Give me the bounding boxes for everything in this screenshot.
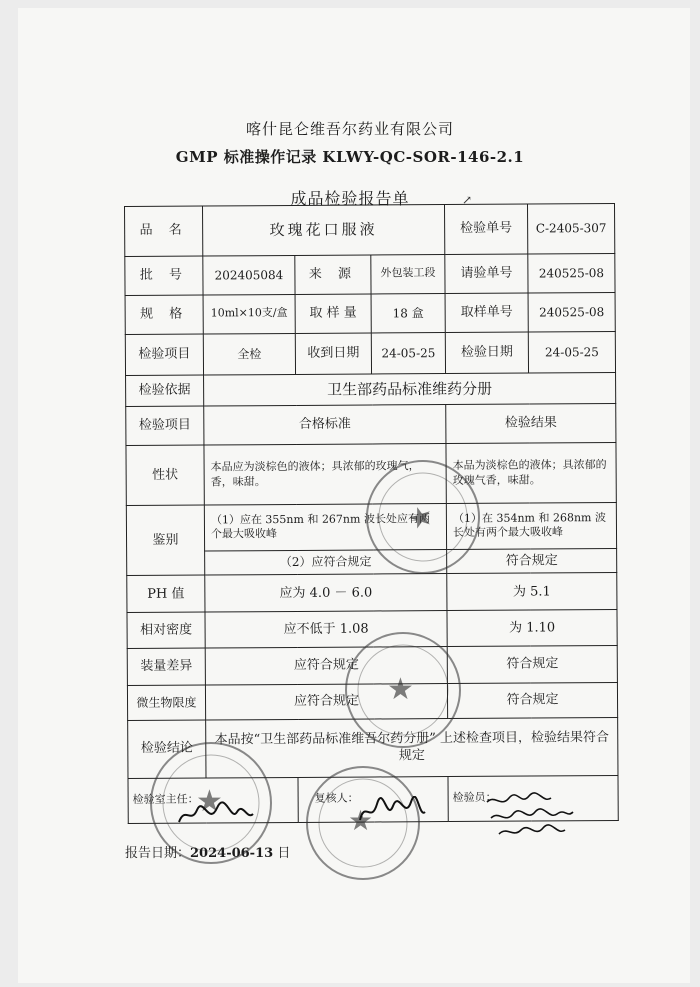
inspection-no-value: C-2405-307 <box>528 204 615 254</box>
spec-value: 10ml×10支/盒 <box>203 294 295 334</box>
supervisor-signature-icon <box>175 800 255 830</box>
test-standard: 应符合规定 <box>205 646 447 685</box>
table-row <box>125 204 615 257</box>
source-value: 外包装工段 <box>371 254 445 294</box>
sample-qty-value: 18 盒 <box>371 293 445 333</box>
test-result: 符合规定 <box>447 548 617 574</box>
test-name: 性状 <box>126 445 204 505</box>
batch-label: 批 号 <box>125 256 203 296</box>
test-name: 装量差异 <box>127 648 205 686</box>
reviewer-signature-icon <box>357 796 427 828</box>
test-result: （1）在 354nm 和 268nm 波长处有两个最大吸收峰 <box>446 503 616 549</box>
sample-no-label: 取样单号 <box>445 293 528 333</box>
sample-no-value: 240525-08 <box>528 292 615 332</box>
basis-value: 卫生部药品标准维药分册 <box>204 373 616 406</box>
sop-code: GMP 标准操作记录 KLWY-QC-SOR-146-2.1 <box>175 148 525 166</box>
request-no-label: 请验单号 <box>445 254 528 294</box>
test-name: 微生物限度 <box>127 685 205 721</box>
request-no-value: 240525-08 <box>528 253 615 293</box>
test-date-label: 检验日期 <box>445 332 528 374</box>
product-name-value: 玫瑰花口服液 <box>203 205 445 256</box>
conclusion-label: 检验结论 <box>128 720 206 778</box>
sample-qty-label: 取 样 量 <box>295 294 371 334</box>
star-icon: ★ <box>387 672 414 707</box>
company-name: 喀什昆仑维吾尔药业有限公司 <box>245 120 454 138</box>
table-row <box>126 373 616 407</box>
test-name: 相对密度 <box>127 612 205 648</box>
test-standard: （1）应在 355nm 和 267nm 波长处应有两个最大吸收峰 <box>204 504 446 551</box>
star-icon: ★ <box>403 497 438 537</box>
test-result: 本品为淡棕色的液体；具浓郁的玫瑰气香，味甜。 <box>446 443 616 504</box>
report-date-value: 2024-06-13 <box>190 846 274 861</box>
pen-mark: ↗ <box>462 193 473 207</box>
column-header-standard: 合格标准 <box>204 405 446 446</box>
company-seal-stamp <box>345 632 461 748</box>
report-date-label: 报告日期： <box>125 846 191 861</box>
inspector-signature-cell: 检验员： <box>448 775 618 822</box>
supervisor-signature-cell: 检验室主任： <box>128 777 298 824</box>
column-header-result: 检验结果 <box>446 404 616 444</box>
table-row <box>125 292 615 334</box>
inspection-no-label: 检验单号 <box>445 204 528 254</box>
test-standard: （2）应符合规定 <box>205 549 447 575</box>
test-row-ph <box>127 573 617 613</box>
received-date-label: 收到日期 <box>295 333 371 375</box>
source-label: 来 源 <box>295 255 371 295</box>
test-result: 符合规定 <box>447 645 617 683</box>
test-result: 为 1.10 <box>447 610 617 646</box>
inspector-signature-icon <box>485 792 575 842</box>
test-standard: 应符合规定 <box>205 683 447 720</box>
basis-label: 检验依据 <box>126 375 204 406</box>
test-standard: 应不低于 1.08 <box>205 611 447 648</box>
test-result: 符合规定 <box>447 682 617 718</box>
star-icon: ★ <box>196 784 223 819</box>
inspection-item-value: 全检 <box>203 333 295 375</box>
inspection-item-label: 检验项目 <box>125 334 203 376</box>
test-standard: 应为 4.0 － 6.0 <box>205 574 447 613</box>
test-result: 为 5.1 <box>447 573 617 611</box>
product-name-label: 品 名 <box>125 206 203 256</box>
test-standard: 本品应为淡棕色的液体；具浓郁的玫瑰气，香，味甜。 <box>204 444 446 505</box>
report-date-suffix: 日 <box>277 846 291 861</box>
spec-label: 规 格 <box>125 295 203 335</box>
table-row <box>125 331 615 375</box>
form-title: 成品检验报告单 <box>290 189 410 208</box>
test-name: PH 值 <box>127 575 205 613</box>
test-date-value: 24-05-25 <box>528 331 615 373</box>
conclusion-text: 本品按“卫生部药品标准维吾尔药分册” 上述检查项目，检验结果符合规定 <box>206 717 618 777</box>
test-name: 鉴别 <box>126 505 204 576</box>
column-header-item: 检验项目 <box>126 406 204 446</box>
table-row <box>126 404 616 446</box>
reviewer-signature-cell: 复核人： <box>298 776 448 822</box>
table-row <box>125 253 615 295</box>
received-date-value: 24-05-25 <box>371 332 445 374</box>
batch-value: 202405084 <box>203 255 295 295</box>
star-icon: ★ <box>348 804 374 837</box>
